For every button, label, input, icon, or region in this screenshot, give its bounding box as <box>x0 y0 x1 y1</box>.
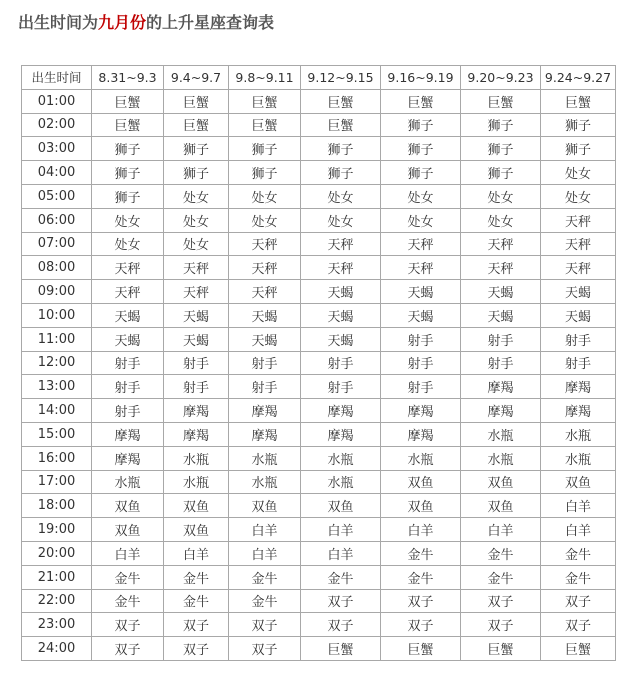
sign-cell: 巨蟹 <box>164 113 229 137</box>
time-cell: 06:00 <box>22 208 92 232</box>
sign-cell: 射手 <box>461 327 541 351</box>
table-row <box>22 613 616 637</box>
sign-cell: 金牛 <box>92 565 164 589</box>
table-header <box>22 66 616 90</box>
table-row <box>22 89 616 113</box>
table-row <box>22 399 616 423</box>
table-row <box>22 280 616 304</box>
sign-cell: 天蝎 <box>229 303 301 327</box>
sign-cell: 狮子 <box>461 137 541 161</box>
sign-cell: 白羊 <box>301 541 381 565</box>
table-row <box>22 303 616 327</box>
sign-cell: 双鱼 <box>541 470 616 494</box>
header-cell-date-range: 8.31~9.3 <box>92 66 164 90</box>
sign-cell: 天秤 <box>164 280 229 304</box>
sign-cell: 双鱼 <box>461 494 541 518</box>
sign-cell: 巨蟹 <box>461 637 541 661</box>
time-cell: 04:00 <box>22 161 92 185</box>
sign-cell: 天蝎 <box>541 303 616 327</box>
sign-cell: 双子 <box>461 589 541 613</box>
sign-cell: 金牛 <box>461 541 541 565</box>
sign-cell: 狮子 <box>229 137 301 161</box>
sign-cell: 双鱼 <box>164 494 229 518</box>
table-row <box>22 541 616 565</box>
sign-cell: 巨蟹 <box>92 89 164 113</box>
sign-cell: 巨蟹 <box>301 89 381 113</box>
sign-cell: 处女 <box>229 184 301 208</box>
table-row <box>22 518 616 542</box>
sign-cell: 天蝎 <box>301 280 381 304</box>
sign-cell: 天蝎 <box>541 280 616 304</box>
time-cell: 01:00 <box>22 89 92 113</box>
sign-cell: 双鱼 <box>164 518 229 542</box>
sign-cell: 双子 <box>301 613 381 637</box>
table-row <box>22 446 616 470</box>
table-body <box>22 89 616 660</box>
sign-cell: 天秤 <box>381 232 461 256</box>
sign-cell: 射手 <box>92 351 164 375</box>
sign-cell: 处女 <box>381 184 461 208</box>
sign-cell: 射手 <box>229 375 301 399</box>
sign-cell: 白羊 <box>229 541 301 565</box>
sign-cell: 天蝎 <box>229 327 301 351</box>
sign-cell: 天秤 <box>301 232 381 256</box>
header-cell-date-range: 9.20~9.23 <box>461 66 541 90</box>
sign-cell: 天秤 <box>541 232 616 256</box>
time-cell: 15:00 <box>22 422 92 446</box>
sign-cell: 水瓶 <box>541 446 616 470</box>
sign-cell: 金牛 <box>301 565 381 589</box>
sign-cell: 狮子 <box>92 184 164 208</box>
sign-cell: 射手 <box>301 375 381 399</box>
time-cell: 07:00 <box>22 232 92 256</box>
sign-cell: 射手 <box>164 351 229 375</box>
sign-cell: 处女 <box>301 208 381 232</box>
sign-cell: 天秤 <box>301 256 381 280</box>
sign-cell: 狮子 <box>164 137 229 161</box>
time-cell: 03:00 <box>22 137 92 161</box>
sign-cell: 射手 <box>541 327 616 351</box>
time-cell: 20:00 <box>22 541 92 565</box>
time-cell: 23:00 <box>22 613 92 637</box>
sign-cell: 水瓶 <box>541 422 616 446</box>
sign-cell: 白羊 <box>381 518 461 542</box>
ascendant-table <box>21 65 616 661</box>
sign-cell: 处女 <box>164 208 229 232</box>
sign-cell: 狮子 <box>164 161 229 185</box>
sign-cell: 巨蟹 <box>229 89 301 113</box>
sign-cell: 双鱼 <box>301 494 381 518</box>
sign-cell: 天秤 <box>381 256 461 280</box>
sign-cell: 巨蟹 <box>461 89 541 113</box>
sign-cell: 狮子 <box>381 137 461 161</box>
sign-cell: 射手 <box>381 327 461 351</box>
sign-cell: 巨蟹 <box>301 637 381 661</box>
table-row <box>22 637 616 661</box>
sign-cell: 摩羯 <box>541 375 616 399</box>
sign-cell: 水瓶 <box>461 422 541 446</box>
sign-cell: 水瓶 <box>164 470 229 494</box>
sign-cell: 处女 <box>541 184 616 208</box>
sign-cell: 金牛 <box>381 541 461 565</box>
sign-cell: 巨蟹 <box>541 637 616 661</box>
sign-cell: 天蝎 <box>461 303 541 327</box>
sign-cell: 金牛 <box>229 565 301 589</box>
sign-cell: 天秤 <box>229 232 301 256</box>
sign-cell: 巨蟹 <box>164 89 229 113</box>
sign-cell: 天秤 <box>541 208 616 232</box>
sign-cell: 双子 <box>164 613 229 637</box>
sign-cell: 天蝎 <box>164 303 229 327</box>
table-row <box>22 422 616 446</box>
table-row <box>22 327 616 351</box>
sign-cell: 水瓶 <box>461 446 541 470</box>
sign-cell: 处女 <box>92 208 164 232</box>
sign-cell: 处女 <box>229 208 301 232</box>
sign-cell: 摩羯 <box>92 446 164 470</box>
sign-cell: 狮子 <box>461 161 541 185</box>
time-cell: 10:00 <box>22 303 92 327</box>
title-suffix: 的上升星座查询表 <box>146 13 275 32</box>
table-row <box>22 589 616 613</box>
sign-cell: 天秤 <box>461 232 541 256</box>
sign-cell: 水瓶 <box>301 470 381 494</box>
sign-cell: 狮子 <box>541 137 616 161</box>
time-cell: 02:00 <box>22 113 92 137</box>
table-row <box>22 208 616 232</box>
sign-cell: 双子 <box>92 637 164 661</box>
sign-cell: 巨蟹 <box>381 89 461 113</box>
sign-cell: 狮子 <box>301 137 381 161</box>
sign-cell: 双子 <box>229 637 301 661</box>
sign-cell: 天秤 <box>229 256 301 280</box>
table-row <box>22 232 616 256</box>
sign-cell: 双鱼 <box>92 494 164 518</box>
sign-cell: 摩羯 <box>461 375 541 399</box>
sign-cell: 射手 <box>92 399 164 423</box>
sign-cell: 天蝎 <box>301 303 381 327</box>
sign-cell: 巨蟹 <box>381 637 461 661</box>
sign-cell: 双子 <box>381 613 461 637</box>
sign-cell: 水瓶 <box>92 470 164 494</box>
sign-cell: 巨蟹 <box>92 113 164 137</box>
sign-cell: 射手 <box>461 351 541 375</box>
header-cell-date-range: 9.12~9.15 <box>301 66 381 90</box>
time-cell: 12:00 <box>22 351 92 375</box>
time-cell: 11:00 <box>22 327 92 351</box>
sign-cell: 巨蟹 <box>229 113 301 137</box>
sign-cell: 白羊 <box>541 518 616 542</box>
time-cell: 21:00 <box>22 565 92 589</box>
sign-cell: 狮子 <box>229 161 301 185</box>
sign-cell: 摩羯 <box>164 422 229 446</box>
sign-cell: 处女 <box>92 232 164 256</box>
sign-cell: 白羊 <box>541 494 616 518</box>
sign-cell: 天蝎 <box>381 303 461 327</box>
sign-cell: 水瓶 <box>301 446 381 470</box>
sign-cell: 摩羯 <box>541 399 616 423</box>
sign-cell: 双子 <box>229 613 301 637</box>
table-row <box>22 565 616 589</box>
table-row <box>22 375 616 399</box>
sign-cell: 狮子 <box>301 161 381 185</box>
page-title <box>18 10 274 33</box>
sign-cell: 金牛 <box>461 565 541 589</box>
time-cell: 24:00 <box>22 637 92 661</box>
sign-cell: 天蝎 <box>164 327 229 351</box>
sign-cell: 摩羯 <box>381 422 461 446</box>
sign-cell: 狮子 <box>92 137 164 161</box>
sign-cell: 双子 <box>92 613 164 637</box>
time-cell: 22:00 <box>22 589 92 613</box>
sign-cell: 金牛 <box>541 565 616 589</box>
sign-cell: 水瓶 <box>229 470 301 494</box>
sign-cell: 狮子 <box>92 161 164 185</box>
sign-cell: 处女 <box>541 161 616 185</box>
sign-cell: 狮子 <box>541 113 616 137</box>
title-highlight: 九月份 <box>98 13 147 32</box>
sign-cell: 天秤 <box>229 280 301 304</box>
sign-cell: 金牛 <box>164 565 229 589</box>
sign-cell: 天蝎 <box>92 303 164 327</box>
sign-cell: 双子 <box>541 613 616 637</box>
sign-cell: 射手 <box>541 351 616 375</box>
header-cell-time: 出生时间 <box>22 66 92 90</box>
sign-cell: 双子 <box>381 589 461 613</box>
time-cell: 13:00 <box>22 375 92 399</box>
table-row <box>22 184 616 208</box>
time-cell: 18:00 <box>22 494 92 518</box>
sign-cell: 水瓶 <box>229 446 301 470</box>
sign-cell: 摩羯 <box>229 399 301 423</box>
sign-cell: 射手 <box>301 351 381 375</box>
sign-cell: 天秤 <box>164 256 229 280</box>
sign-cell: 巨蟹 <box>541 89 616 113</box>
sign-cell: 摩羯 <box>381 399 461 423</box>
sign-cell: 双子 <box>301 589 381 613</box>
table-row <box>22 351 616 375</box>
table-row <box>22 470 616 494</box>
sign-cell: 天蝎 <box>92 327 164 351</box>
header-row <box>22 66 616 90</box>
sign-cell: 摩羯 <box>164 399 229 423</box>
time-cell: 09:00 <box>22 280 92 304</box>
sign-cell: 白羊 <box>92 541 164 565</box>
sign-cell: 摩羯 <box>229 422 301 446</box>
sign-cell: 射手 <box>164 375 229 399</box>
sign-cell: 射手 <box>92 375 164 399</box>
sign-cell: 摩羯 <box>92 422 164 446</box>
sign-cell: 天蝎 <box>301 327 381 351</box>
table-row <box>22 113 616 137</box>
sign-cell: 白羊 <box>229 518 301 542</box>
sign-cell: 天秤 <box>541 256 616 280</box>
sign-cell: 处女 <box>301 184 381 208</box>
sign-cell: 摩羯 <box>301 399 381 423</box>
sign-cell: 狮子 <box>381 161 461 185</box>
time-cell: 16:00 <box>22 446 92 470</box>
sign-cell: 双鱼 <box>92 518 164 542</box>
sign-cell: 射手 <box>381 375 461 399</box>
sign-cell: 水瓶 <box>164 446 229 470</box>
sign-cell: 双鱼 <box>461 470 541 494</box>
sign-cell: 摩羯 <box>461 399 541 423</box>
sign-cell: 双子 <box>461 613 541 637</box>
sign-cell: 处女 <box>164 184 229 208</box>
sign-cell: 双鱼 <box>381 494 461 518</box>
sign-cell: 天秤 <box>92 256 164 280</box>
header-cell-date-range: 9.4~9.7 <box>164 66 229 90</box>
header-cell-date-range: 9.16~9.19 <box>381 66 461 90</box>
sign-cell: 射手 <box>229 351 301 375</box>
sign-cell: 巨蟹 <box>301 113 381 137</box>
sign-cell: 天秤 <box>92 280 164 304</box>
sign-cell: 双鱼 <box>229 494 301 518</box>
sign-cell: 处女 <box>461 208 541 232</box>
sign-cell: 金牛 <box>164 589 229 613</box>
time-cell: 08:00 <box>22 256 92 280</box>
table-row <box>22 494 616 518</box>
sign-cell: 水瓶 <box>381 446 461 470</box>
sign-cell: 金牛 <box>541 541 616 565</box>
header-cell-date-range: 9.8~9.11 <box>229 66 301 90</box>
header-cell-date-range: 9.24~9.27 <box>541 66 616 90</box>
sign-cell: 白羊 <box>461 518 541 542</box>
sign-cell: 天蝎 <box>461 280 541 304</box>
sign-cell: 处女 <box>461 184 541 208</box>
sign-cell: 射手 <box>381 351 461 375</box>
time-cell: 05:00 <box>22 184 92 208</box>
sign-cell: 白羊 <box>301 518 381 542</box>
sign-cell: 处女 <box>381 208 461 232</box>
sign-cell: 狮子 <box>381 113 461 137</box>
sign-cell: 双子 <box>541 589 616 613</box>
time-cell: 17:00 <box>22 470 92 494</box>
table-row <box>22 256 616 280</box>
sign-cell: 处女 <box>164 232 229 256</box>
title-prefix: 出生时间为 <box>18 13 99 32</box>
time-cell: 19:00 <box>22 518 92 542</box>
sign-cell: 狮子 <box>461 113 541 137</box>
time-cell: 14:00 <box>22 399 92 423</box>
table-row <box>22 137 616 161</box>
sign-cell: 金牛 <box>92 589 164 613</box>
sign-cell: 摩羯 <box>301 422 381 446</box>
sign-cell: 双鱼 <box>381 470 461 494</box>
sign-cell: 金牛 <box>381 565 461 589</box>
sign-cell: 天秤 <box>461 256 541 280</box>
sign-cell: 双子 <box>164 637 229 661</box>
sign-cell: 白羊 <box>164 541 229 565</box>
sign-cell: 天蝎 <box>381 280 461 304</box>
table-row <box>22 161 616 185</box>
sign-cell: 金牛 <box>229 589 301 613</box>
